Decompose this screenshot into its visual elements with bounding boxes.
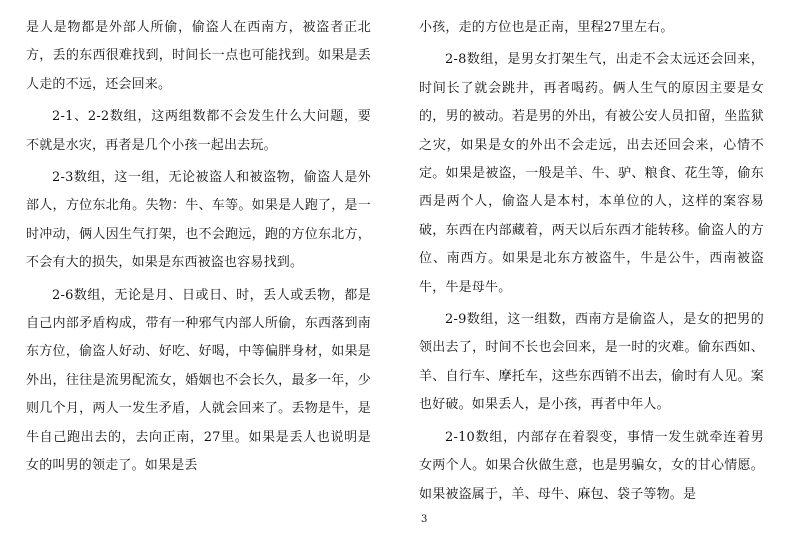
- right-paragraph-3: 2-9数组，这一组数，西南方是偷盗人，是女的把男的领出去了，时间不长也会回来，是一时的灾难。偷东西如、羊、自行车、摩托车，这些东西销不出去，偷时有人见。案也好破。如果丢人，是小孩，再者中年人。: [419, 312, 764, 413]
- left-paragraph-3: 2-3数组，这一组，无论被盗人和被盗物，偷盗人是外部人，方位东北角。失物：牛、车等。如果是人跑了，是一时冲动，俩人因生气打架，也不会跑远，跑的方位东北方，不会有大的损失，如果是东西被盗也容易找到。: [26, 170, 371, 271]
- right-paragraph-4: 2-10数组，内部存在着裂变，事情一发生就牵连着男女两个人。如果合伙做生意，也是男骗女，女的甘心情愿。如果被盗属于，羊、母牛、麻包、袋子等物。是: [419, 429, 764, 502]
- right-column: [419, 14, 764, 509]
- left-column: [26, 14, 371, 481]
- right-paragraph-2: 2-8数组，是男女打架生气，出走不会太远还会回来，时间长了就会跳井，再者喝药。俩人生气的原因主要是女的，男的被动。若是男的外出，有被公安人员扣留，坐监狱之灾，如果是女的外出不会走远，出去还回会来，心情不定。如果是被盗，一般是羊、牛、驴、粮食、花生等，偷东西是两个人，偷盗人是本村，本单位的人，这样的案容易破，东西在内部藏着，两天以后东西才能转移。偷盗人的方位、南西方。如果是北东方被盗牛，牛是公牛，西南被盗牛，牛是母牛。: [419, 52, 764, 295]
- right-paragraph-1: 小孩，走的方位也是正南，里程27里左右。: [419, 20, 674, 35]
- left-paragraph-1: 是人是物都是外部人所偷，偷盗人在西南方，被盗者正北方，丢的东西很难找到，时间长一点也可能找到。如果是丢人走的不远，还会回来。: [26, 20, 371, 92]
- left-paragraph-4: 2-6数组，无论是月、日或日、时，丢人或丢物，都是自己内部矛盾构成，带有一种邪气内部人所偷，东西落到南东方位，偷盗人好动、好吃、好喝，中等偏胖身材，如果是外出，往往是流男配流女，婚姻也不会长久，最多一年，少则几个月，两人一发生矛盾，人就会回来了。丢物是牛，是牛自己跑出去的，去向正南，27里。如果是丢人也说明是女的叫男的领走了。如果是丢: [26, 287, 371, 474]
- page-number: 3: [421, 514, 428, 525]
- left-paragraph-2: 2-1、2-2数组，这两组数都不会发生什么大问题，要不就是水灾，再者是几个小孩一起出去玩。: [26, 109, 371, 153]
